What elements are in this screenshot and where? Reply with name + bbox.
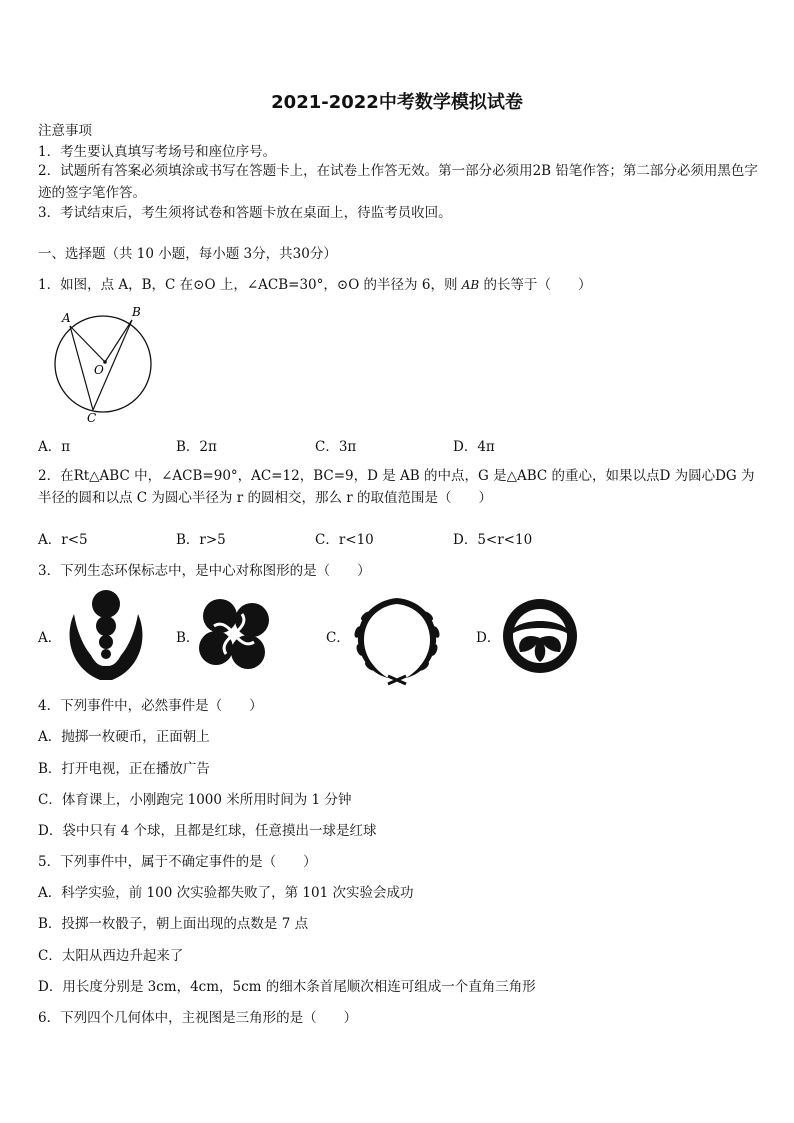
label-c: C	[87, 411, 97, 425]
question-4-option-b: B．打开电视，正在播放广告	[38, 761, 210, 777]
label-b: B	[132, 305, 141, 319]
question-2-option-b: B．r>5	[176, 532, 226, 548]
question-1-option-c: C．3π	[315, 439, 357, 455]
question-2-option-c: C．r<10	[315, 532, 374, 548]
question-6-stem: 6．下列四个几何体中，主视图是三角形的是（ ）	[38, 1010, 358, 1026]
question-5-stem: 5．下列事件中，属于不确定事件的是（ ）	[38, 854, 317, 870]
label-o: O	[94, 363, 104, 377]
question-3-stem: 3．下列生态环保标志中，是中心对称图形的是（ ）	[38, 563, 371, 579]
question-5-option-d: D．用长度分别是 3cm，4cm，5cm 的细木条首尾顺次相连可组成一个直角三角形	[38, 979, 536, 995]
question-1-option-a: A．π	[38, 439, 71, 455]
page-title: 2021-2022中考数学模拟试卷	[271, 92, 523, 113]
circle-figure	[48, 302, 166, 426]
question-3-option-a: A．	[38, 630, 62, 646]
question-5-option-a: A．科学实验，前 100 次实验都失败了，第 101 次实验会成功	[38, 885, 414, 901]
question-3-option-d: D．	[476, 630, 501, 646]
segment-ob	[105, 320, 132, 362]
question-4-option-a: A．抛掷一枚硬币，正面朝上	[38, 729, 210, 745]
question-5-option-b: B．投掷一枚骰子，朝上面出现的点数是 7 点	[38, 916, 309, 932]
question-3-option-b: B．	[176, 630, 200, 646]
question-4-option-d: D．袋中只有 4 个球，且都是红球，任意摸出一球是红球	[38, 823, 377, 839]
four-leaf-logo-icon	[196, 596, 272, 672]
question-5-option-c: C．太阳从西边升起来了	[38, 948, 184, 964]
question-1-stem-after: 的长等于（ ）	[483, 277, 592, 293]
flame-flower-logo-icon	[60, 588, 152, 684]
question-1-option-d: D．4π	[453, 439, 495, 455]
question-4-stem: 4．下列事件中，必然事件是（ ）	[38, 698, 263, 714]
laurel-wreath-logo-icon	[350, 590, 444, 686]
section-heading: 一、选择题（共 10 小题，每小题 3分，共30分）	[38, 246, 337, 262]
question-2-option-d: D．5<r<10	[453, 532, 533, 548]
label-a: A	[62, 311, 71, 325]
arc-ab-label: AB	[461, 278, 480, 292]
question-3-option-c: C．	[326, 630, 350, 646]
question-2-stem: 2．在Rt△ABC 中，∠ACB=90°，AC=12，BC=9，D 是 AB 的中点，G 是△ABC 的重心，如果以点D 为圆心DG 为半径的圆和以点 C 为圆心半径为 r 的圆相交，那么 r 的取值范围是（ ）	[38, 468, 755, 506]
question-1-option-b: B．2π	[176, 439, 217, 455]
question-4-option-c: C．体育课上，小刚跑完 1000 米所用时间为 1 分钟	[38, 792, 352, 808]
notes-heading: 注意事项	[38, 123, 92, 139]
note-item-1: 1．考生要认真填写考场号和座位序号。	[38, 144, 277, 160]
note-item-3: 3．考试结束后，考生须将试卷和答题卡放在桌面上，待监考员收回。	[38, 205, 452, 221]
question-1-stem	[38, 276, 592, 294]
note-item-2: 2．试题所有答案必须填涂或书写在答题卡上，在试卷上作答无效。第一部分必须用2B 铅笔作答；第二部分必须用黑色字迹的签字笔作答。	[38, 163, 758, 201]
question-2-option-a: A．r<5	[38, 532, 88, 548]
question-1-stem-before: 1．如图，点 A，B，C 在⊙O 上，∠ACB=30°，⊙O 的半径为 6，则	[38, 277, 458, 293]
circle-leaf-logo-icon	[500, 596, 580, 676]
